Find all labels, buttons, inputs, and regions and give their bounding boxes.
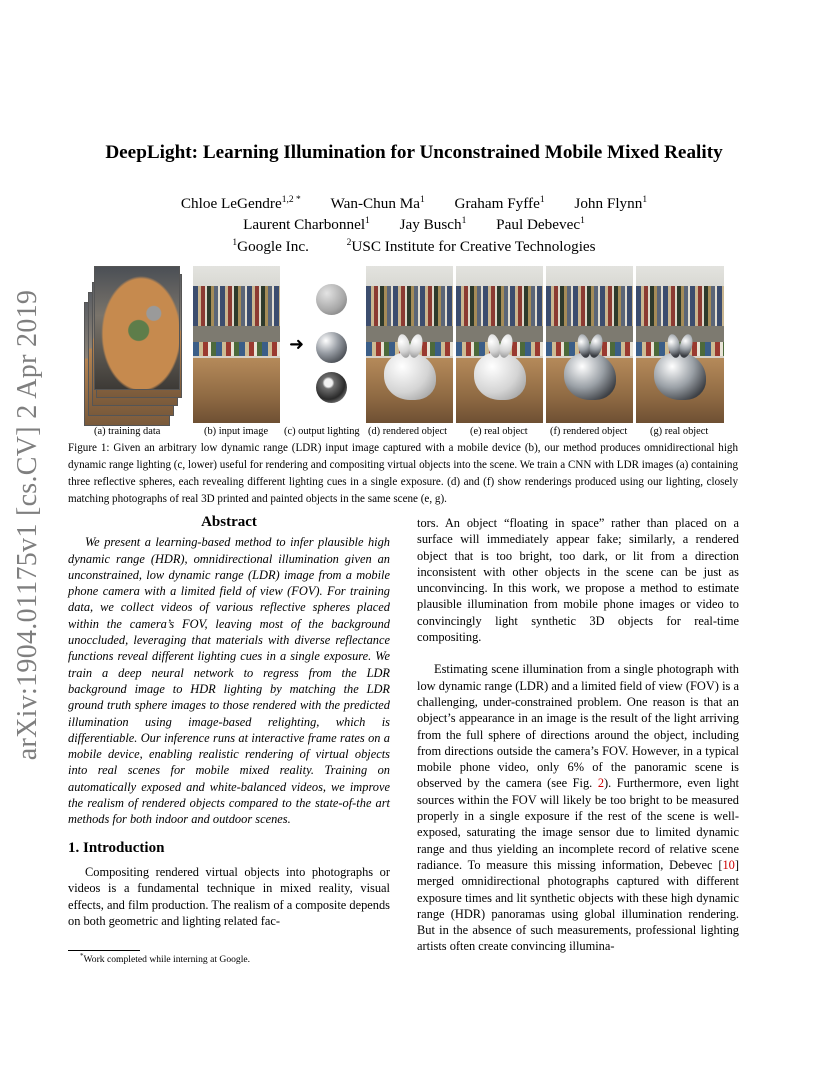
diffuse-sphere — [316, 284, 347, 315]
author-row-2 — [0, 216, 828, 234]
label-real-object-e: (e) real object — [470, 426, 528, 437]
label-training-data: (a) training data — [94, 426, 161, 437]
label-input-image: (b) input image — [204, 426, 269, 437]
arxiv-stamp: arXiv:1904.01175v1 [cs.CV] 2 Apr 2019 — [12, 289, 43, 761]
citation-link[interactable]: 10 — [722, 857, 735, 872]
intro-paragraph-left: Compositing rendered virtual objects into photographs or videos is a fundamental technique in mixed reality, visual effects, and film production. The realism of a composite depends on both geometric and lighting related fac- — [68, 864, 390, 928]
output-lighting-spheres — [313, 284, 349, 414]
affiliations — [0, 238, 828, 256]
figure-caption: Figure 1: Given an arbitrary low dynamic range (LDR) input image captured with a mobile device (b), our method produces omnidirectional high dynamic range lighting (c, lower) useful for rendering and compositing virtual objects into the scene. We train a CNN with LDR images (a) containing three reflective spheres, each revealing different lighting cues in a single exposure. (d) and (f) show renderings produced using our lighting, closely matching photographs of real 3D printed and painted objects in the same scene (e, g). — [68, 442, 738, 505]
author: Chloe LeGendre$^{1,2 *}$ — [180, 195, 301, 212]
author: Laurent Charbonnel$^1$ — [243, 216, 370, 233]
label-rendered-object-f: (f) rendered object — [550, 426, 628, 437]
affiliation: $^1$Google Inc. — [232, 238, 309, 255]
rendered-object-silver — [546, 266, 633, 423]
right-column — [417, 515, 739, 955]
author: Wan-Chun Ma$^1$ — [330, 195, 425, 212]
affiliation: $^2$USC Institute for Creative Technologies — [346, 238, 596, 255]
mirror-sphere — [316, 332, 347, 363]
arrow-icon: ➜ — [289, 334, 305, 355]
author: John Flynn$^1$ — [574, 195, 648, 212]
label-rendered-object-d: (d) rendered object — [368, 426, 448, 437]
training-data-stack — [84, 266, 180, 426]
chrome-sphere — [316, 372, 347, 403]
figure-reference-link[interactable]: 2 — [597, 776, 605, 791]
paper-title: DeepLight: Learning Illumination for Unconstrained Mobile Mixed Reality — [105, 142, 723, 163]
author: Jay Busch$^1$ — [399, 216, 467, 233]
intro-paragraph-right-1: tors. An object “floating in space” rather than placed on a surface will immediately appear fake; similarly, a rendered object that is too bright, too dark, or lit from a direction inconsistent with other objects in the scene can be just as unconvincing. In this work, we propose a method to estimate plausible illumination from mobile phone images or video to convincingly light synthetic 3D objects for real-time compositing. — [417, 516, 739, 645]
footnote-rule — [68, 950, 140, 951]
input-image — [193, 266, 280, 423]
label-real-object-g: (g) real object — [650, 426, 709, 437]
abstract-text: We present a learning-based method to infer plausible high dynamic range (HDR), omnidirectional illumination given an unconstrained, low dynamic range (LDR) image from a mobile phone camera with a limited field of view (FOV). For training data, we collect videos of various reflective spheres placed within the camera’s FOV, leaving most of the background unoccluded, leveraging that materials with diverse reflectance functions reveal different lighting cues in a single exposure. We train a deep neural network to regress from the LDR background image to HDR lighting by matching the LDR ground truth sphere images to those rendered with the predicted illumination using image-based relighting, which is differentiable. Our inference runs at interactive frame rates on a mobile device, enabling realistic rendering of virtual objects into real scenes for mobile mixed reality. Training on automatically exposed and white-balanced videos, we improve the realism of rendered objects compared to the state-of-the art methods for both indoor and outdoor scenes. — [68, 535, 390, 827]
abstract-heading: Abstract — [201, 514, 257, 530]
intro-heading: 1. Introduction — [68, 839, 165, 856]
intro-paragraph-right-2: Estimating scene illumination from a single photograph with low dynamic range (LDR) and a limited field of view (FOV) is a challenging, under-constrained problem. One reason is that an object’s appearance in an image is the result of the light arriving from the full sphere of directions around the object, including from directions outside the camera’s FOV. However, in a typical mobile phone video, only 6% of the panoramic scene is observed by the camera (see Fig. 2). Furthermore, even light sources within the FOV will likely be too bright to be measured properly in a single exposure if the rest of the scene is well-exposed, saturating the image sensor due to limited dynamic range and thus yielding an incomplete record of relative scene radiance. To measure this missing information, Debevec [10] merged omnidirectional photographs captured with different exposure times and lit synthetic objects with these high dynamic range (HDR) panoramas using global illumination rendering. But in the absence of such measurements, professional lighting artists often create convincing illumina- — [417, 662, 739, 954]
real-object-white — [456, 266, 543, 423]
real-object-silver — [636, 266, 724, 423]
footnote: *Work completed while interning at Google. — [80, 952, 251, 966]
rendered-object-white — [366, 266, 453, 423]
author: Paul Debevec$^1$ — [496, 216, 585, 233]
author-row-1 — [0, 195, 828, 213]
author: Graham Fyffe$^1$ — [454, 195, 545, 212]
left-column — [68, 514, 390, 929]
label-output-lighting: (c) output lighting — [284, 426, 360, 437]
